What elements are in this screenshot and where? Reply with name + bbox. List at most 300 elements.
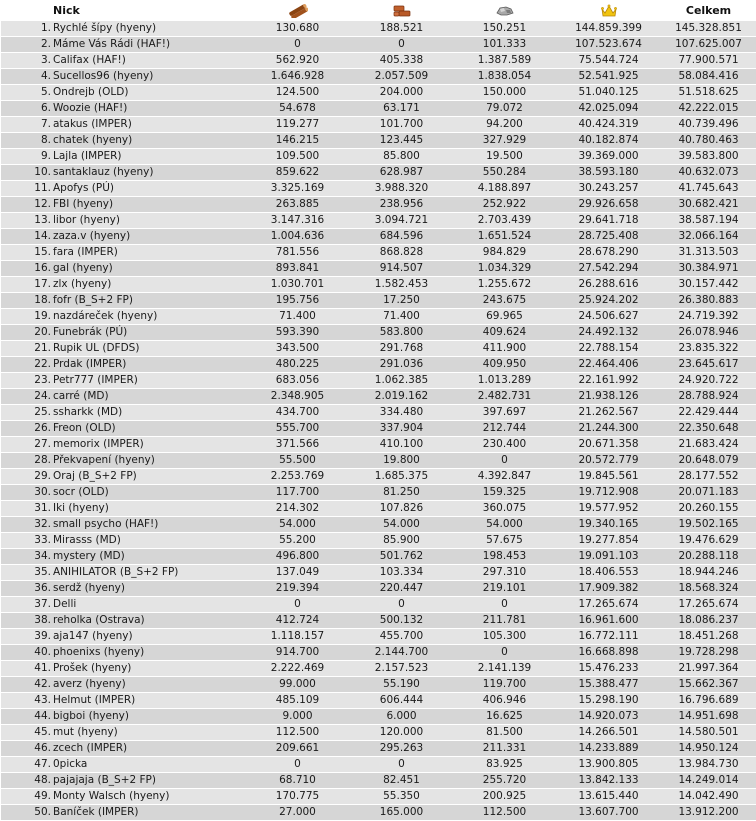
brick-cell: 107.826	[350, 501, 453, 517]
gold-cell: 16.668.898	[556, 645, 661, 661]
brick-cell: 55.350	[350, 789, 453, 805]
iron-cell: 69.965	[453, 309, 556, 325]
gold-column-header[interactable]	[556, 0, 661, 21]
total-cell: 107.625.007	[661, 37, 756, 53]
brick-cell: 914.507	[350, 261, 453, 277]
brick-cell: 101.700	[350, 117, 453, 133]
nick-cell[interactable]: Sucellos96 (hyeny)	[53, 69, 245, 85]
wood-cell: 54.000	[245, 517, 350, 533]
rank-cell: 34.	[1, 549, 53, 565]
nick-cell[interactable]: phoenixs (hyeny)	[53, 645, 245, 661]
rank-cell: 10.	[1, 165, 53, 181]
nick-cell[interactable]: Helmut (IMPER)	[53, 693, 245, 709]
brick-cell: 2.144.700	[350, 645, 453, 661]
rank-cell: 20.	[1, 325, 53, 341]
wood-cell: 209.661	[245, 741, 350, 757]
nick-cell[interactable]: small psycho (HAF!)	[53, 517, 245, 533]
total-cell: 21.683.424	[661, 437, 756, 453]
wood-cell: 137.049	[245, 565, 350, 581]
table-row	[1, 309, 756, 325]
wood-cell: 130.680	[245, 21, 350, 37]
iron-cell: 159.325	[453, 485, 556, 501]
nick-column-header[interactable]: Nick	[53, 4, 80, 17]
gold-cell: 26.288.616	[556, 277, 661, 293]
brick-cell: 295.263	[350, 741, 453, 757]
wood-cell: 593.390	[245, 325, 350, 341]
iron-cell: 1.255.672	[453, 277, 556, 293]
iron-cell: 243.675	[453, 293, 556, 309]
rank-cell: 15.	[1, 245, 53, 261]
brick-cell: 165.000	[350, 805, 453, 821]
total-cell: 14.042.490	[661, 789, 756, 805]
table-row	[1, 133, 756, 149]
gold-cell: 21.244.300	[556, 421, 661, 437]
nick-cell[interactable]: zaza.v (hyeny)	[53, 229, 245, 245]
nick-cell[interactable]: socr (OLD)	[53, 485, 245, 501]
total-cell: 28.788.924	[661, 389, 756, 405]
gold-cell: 13.607.700	[556, 805, 661, 821]
iron-cell: 397.697	[453, 405, 556, 421]
wood-cell: 2.222.469	[245, 661, 350, 677]
nick-cell[interactable]: bigboi (hyeny)	[53, 709, 245, 725]
gold-cell: 21.262.567	[556, 405, 661, 421]
table-row	[1, 501, 756, 517]
total-cell: 19.476.629	[661, 533, 756, 549]
brick-cell: 82.451	[350, 773, 453, 789]
gold-cell: 20.671.358	[556, 437, 661, 453]
iron-cell: 2.703.439	[453, 213, 556, 229]
wood-cell: 146.215	[245, 133, 350, 149]
nick-cell[interactable]: Petr777 (IMPER)	[53, 373, 245, 389]
brick-cell: 85.900	[350, 533, 453, 549]
total-cell: 18.451.268	[661, 629, 756, 645]
iron-cell: 200.925	[453, 789, 556, 805]
nick-cell[interactable]: Woozie (HAF!)	[53, 101, 245, 117]
gold-cell: 40.424.319	[556, 117, 661, 133]
table-row	[1, 229, 756, 245]
brick-cell: 17.250	[350, 293, 453, 309]
table-row	[1, 725, 756, 741]
gold-cell: 28.725.408	[556, 229, 661, 245]
brick-cell: 337.904	[350, 421, 453, 437]
nick-cell[interactable]: Funebrák (PÚ)	[53, 325, 245, 341]
nick-cell[interactable]: Califax (HAF!)	[53, 53, 245, 69]
wood-icon	[288, 4, 308, 18]
wood-cell: 1.004.636	[245, 229, 350, 245]
brick-cell: 188.521	[350, 21, 453, 37]
nick-cell[interactable]: Oraj (B_S+2 FP)	[53, 469, 245, 485]
table-row	[1, 197, 756, 213]
rank-cell: 48.	[1, 773, 53, 789]
nick-cell[interactable]: serdž (hyeny)	[53, 581, 245, 597]
iron-cell: 1.387.589	[453, 53, 556, 69]
nick-cell[interactable]: gal (hyeny)	[53, 261, 245, 277]
gold-cell: 19.277.854	[556, 533, 661, 549]
brick-cell: 1.582.453	[350, 277, 453, 293]
rank-cell: 32.	[1, 517, 53, 533]
total-cell: 24.920.722	[661, 373, 756, 389]
table-row	[1, 533, 756, 549]
nick-cell[interactable]: ANIHILATOR (B_S+2 FP)	[53, 565, 245, 581]
rank-cell: 6.	[1, 101, 53, 117]
wood-cell: 219.394	[245, 581, 350, 597]
gold-cell: 19.845.561	[556, 469, 661, 485]
gold-cell: 18.406.553	[556, 565, 661, 581]
nick-cell[interactable]: averz (hyeny)	[53, 677, 245, 693]
rank-cell: 40.	[1, 645, 53, 661]
iron-cell: 105.300	[453, 629, 556, 645]
gold-cell: 24.492.132	[556, 325, 661, 341]
brick-cell: 238.956	[350, 197, 453, 213]
nick-cell[interactable]: memorix (IMPER)	[53, 437, 245, 453]
brick-cell: 71.400	[350, 309, 453, 325]
nick-cell[interactable]: mystery (MD)	[53, 549, 245, 565]
table-row	[1, 181, 756, 197]
brick-cell: 405.338	[350, 53, 453, 69]
wood-cell: 109.500	[245, 149, 350, 165]
nick-cell[interactable]: Mirasss (MD)	[53, 533, 245, 549]
rank-cell: 38.	[1, 613, 53, 629]
total-cell: 28.177.552	[661, 469, 756, 485]
table-row	[1, 341, 756, 357]
table-row	[1, 789, 756, 805]
table-body	[1, 21, 756, 821]
nick-cell[interactable]: fofr (B_S+2 FP)	[53, 293, 245, 309]
nick-cell[interactable]: fara (IMPER)	[53, 245, 245, 261]
brick-cell: 220.447	[350, 581, 453, 597]
table-row	[1, 325, 756, 341]
iron-column-header[interactable]	[453, 0, 556, 21]
table-header	[1, 0, 756, 21]
gold-cell: 30.243.257	[556, 181, 661, 197]
table-row	[1, 117, 756, 133]
table-row	[1, 21, 756, 37]
table-row	[1, 245, 756, 261]
table-row	[1, 53, 756, 69]
brick-column-header[interactable]	[350, 0, 453, 21]
iron-cell: 297.310	[453, 565, 556, 581]
gold-cell: 24.506.627	[556, 309, 661, 325]
brick-cell: 19.800	[350, 453, 453, 469]
table-row	[1, 373, 756, 389]
iron-cell: 198.453	[453, 549, 556, 565]
iron-cell: 1.013.289	[453, 373, 556, 389]
wood-cell: 195.756	[245, 293, 350, 309]
wood-cell: 112.500	[245, 725, 350, 741]
iron-cell: 212.744	[453, 421, 556, 437]
rank-cell: 28.	[1, 453, 53, 469]
nick-cell[interactable]: Prdak (IMPER)	[53, 357, 245, 373]
total-cell: 42.222.015	[661, 101, 756, 117]
rank-cell: 30.	[1, 485, 53, 501]
nick-cell[interactable]: libor (hyeny)	[53, 213, 245, 229]
gold-cell: 15.476.233	[556, 661, 661, 677]
table-row	[1, 773, 756, 789]
rank-cell: 27.	[1, 437, 53, 453]
iron-cell: 119.700	[453, 677, 556, 693]
wood-cell: 0	[245, 597, 350, 613]
iron-cell: 984.829	[453, 245, 556, 261]
nick-cell[interactable]: Máme Vás Rádi (HAF!)	[53, 37, 245, 53]
iron-cell: 550.284	[453, 165, 556, 181]
iron-cell: 0	[453, 453, 556, 469]
nick-cell[interactable]: 0picka	[53, 757, 245, 773]
nick-cell[interactable]: Prošek (hyeny)	[53, 661, 245, 677]
brick-cell: 0	[350, 37, 453, 53]
rank-cell: 42.	[1, 677, 53, 693]
nick-cell[interactable]: atakus (IMPER)	[53, 117, 245, 133]
gold-cell: 17.909.382	[556, 581, 661, 597]
nick-cell[interactable]: Rupik UL (DFDS)	[53, 341, 245, 357]
iron-cell: 2.482.731	[453, 389, 556, 405]
rank-cell: 3.	[1, 53, 53, 69]
total-cell: 40.739.496	[661, 117, 756, 133]
rank-cell: 13.	[1, 213, 53, 229]
total-column-header[interactable]: Celkem	[661, 0, 756, 21]
total-cell: 20.071.183	[661, 485, 756, 501]
wood-cell: 859.622	[245, 165, 350, 181]
table-row	[1, 357, 756, 373]
table-row	[1, 549, 756, 565]
iron-cell: 83.925	[453, 757, 556, 773]
wood-cell: 99.000	[245, 677, 350, 693]
wood-cell: 119.277	[245, 117, 350, 133]
wood-column-header[interactable]	[245, 0, 350, 21]
iron-cell: 79.072	[453, 101, 556, 117]
rank-cell: 9.	[1, 149, 53, 165]
wood-cell: 0	[245, 37, 350, 53]
brick-cell: 0	[350, 597, 453, 613]
brick-cell: 81.250	[350, 485, 453, 501]
iron-cell: 409.950	[453, 357, 556, 373]
total-cell: 30.682.421	[661, 197, 756, 213]
table-row	[1, 277, 756, 293]
total-cell: 14.580.501	[661, 725, 756, 741]
table-row	[1, 389, 756, 405]
gold-cell: 19.091.103	[556, 549, 661, 565]
table-row	[1, 405, 756, 421]
total-cell: 21.997.364	[661, 661, 756, 677]
table-row	[1, 261, 756, 277]
nick-cell[interactable]: Rychlé šípy (hyeny)	[53, 21, 245, 37]
wood-cell: 170.775	[245, 789, 350, 805]
rank-cell: 44.	[1, 709, 53, 725]
iron-cell: 54.000	[453, 517, 556, 533]
iron-cell: 211.781	[453, 613, 556, 629]
iron-cell: 57.675	[453, 533, 556, 549]
rank-cell: 18.	[1, 293, 53, 309]
rank-cell: 25.	[1, 405, 53, 421]
table-row	[1, 485, 756, 501]
brick-cell: 501.762	[350, 549, 453, 565]
nick-cell[interactable]: Překvapení (hyeny)	[53, 453, 245, 469]
gold-cell: 52.541.925	[556, 69, 661, 85]
table-row	[1, 661, 756, 677]
nick-cell[interactable]: Delli	[53, 597, 245, 613]
total-cell: 30.157.442	[661, 277, 756, 293]
nick-cell[interactable]: Apofys (PÚ)	[53, 181, 245, 197]
nick-cell[interactable]: chatek (hyeny)	[53, 133, 245, 149]
iron-cell: 211.331	[453, 741, 556, 757]
nick-cell[interactable]: aja147 (hyeny)	[53, 629, 245, 645]
brick-cell: 0	[350, 757, 453, 773]
gold-cell: 14.266.501	[556, 725, 661, 741]
total-cell: 18.086.237	[661, 613, 756, 629]
wood-cell: 781.556	[245, 245, 350, 261]
total-cell: 58.084.416	[661, 69, 756, 85]
wood-cell: 343.500	[245, 341, 350, 357]
wood-cell: 27.000	[245, 805, 350, 821]
rank-cell: 7.	[1, 117, 53, 133]
wood-cell: 412.724	[245, 613, 350, 629]
brick-cell: 2.057.509	[350, 69, 453, 85]
table-row	[1, 437, 756, 453]
ranking-table	[1, 0, 756, 821]
brick-cell: 6.000	[350, 709, 453, 725]
nick-cell[interactable]: FBI (hyeny)	[53, 197, 245, 213]
nick-cell[interactable]: nazdáreček (hyeny)	[53, 309, 245, 325]
wood-cell: 263.885	[245, 197, 350, 213]
gold-cell: 107.523.674	[556, 37, 661, 53]
gold-cell: 16.772.111	[556, 629, 661, 645]
total-cell: 77.900.571	[661, 53, 756, 69]
total-cell: 18.944.246	[661, 565, 756, 581]
wood-cell: 914.700	[245, 645, 350, 661]
wood-cell: 480.225	[245, 357, 350, 373]
brick-cell: 868.828	[350, 245, 453, 261]
total-cell: 24.719.392	[661, 309, 756, 325]
brick-cell: 291.768	[350, 341, 453, 357]
iron-cell: 0	[453, 597, 556, 613]
wood-cell: 124.500	[245, 85, 350, 101]
table-row	[1, 293, 756, 309]
iron-cell: 112.500	[453, 805, 556, 821]
brick-cell: 55.190	[350, 677, 453, 693]
wood-cell: 55.200	[245, 533, 350, 549]
total-cell: 19.502.165	[661, 517, 756, 533]
rank-cell: 47.	[1, 757, 53, 773]
gold-cell: 39.369.000	[556, 149, 661, 165]
total-cell: 13.912.200	[661, 805, 756, 821]
iron-cell: 1.651.524	[453, 229, 556, 245]
total-cell: 23.835.322	[661, 341, 756, 357]
rank-cell: 1.	[1, 21, 53, 37]
brick-cell: 85.800	[350, 149, 453, 165]
iron-cell: 1.034.329	[453, 261, 556, 277]
nick-cell[interactable]: Iki (hyeny)	[53, 501, 245, 517]
total-cell: 14.950.124	[661, 741, 756, 757]
gold-cell: 51.040.125	[556, 85, 661, 101]
gold-cell: 19.340.165	[556, 517, 661, 533]
gold-cell: 15.388.477	[556, 677, 661, 693]
nick-cell[interactable]: Monty Walsch (hyeny)	[53, 789, 245, 805]
rank-cell: 29.	[1, 469, 53, 485]
brick-cell: 204.000	[350, 85, 453, 101]
iron-cell: 101.333	[453, 37, 556, 53]
total-cell: 38.587.194	[661, 213, 756, 229]
wood-cell: 9.000	[245, 709, 350, 725]
nick-cell[interactable]: santaklauz (hyeny)	[53, 165, 245, 181]
wood-cell: 555.700	[245, 421, 350, 437]
nick-cell[interactable]: Baníček (IMPER)	[53, 805, 245, 821]
brick-cell: 334.480	[350, 405, 453, 421]
nick-cell[interactable]: Freon (OLD)	[53, 421, 245, 437]
rank-cell: 45.	[1, 725, 53, 741]
brick-cell: 2.019.162	[350, 389, 453, 405]
brick-cell: 3.094.721	[350, 213, 453, 229]
nick-cell[interactable]: carré (MD)	[53, 389, 245, 405]
brick-cell: 3.988.320	[350, 181, 453, 197]
rank-cell: 43.	[1, 693, 53, 709]
gold-cell: 15.298.190	[556, 693, 661, 709]
total-cell: 22.350.648	[661, 421, 756, 437]
gold-cell: 22.161.992	[556, 373, 661, 389]
rank-cell: 26.	[1, 421, 53, 437]
table-row	[1, 693, 756, 709]
table-row	[1, 565, 756, 581]
rank-cell: 17.	[1, 277, 53, 293]
rank-cell: 2.	[1, 37, 53, 53]
table-row	[1, 85, 756, 101]
nick-cell[interactable]: mut (hyeny)	[53, 725, 245, 741]
nick-cell[interactable]: ssharkk (MD)	[53, 405, 245, 421]
iron-cell: 1.838.054	[453, 69, 556, 85]
total-cell: 22.429.444	[661, 405, 756, 421]
nick-cell[interactable]: zlx (hyeny)	[53, 277, 245, 293]
gold-cell: 13.900.805	[556, 757, 661, 773]
brick-cell: 628.987	[350, 165, 453, 181]
brick-cell: 1.685.375	[350, 469, 453, 485]
wood-cell: 2.348.905	[245, 389, 350, 405]
wood-cell: 496.800	[245, 549, 350, 565]
nick-cell[interactable]: pajajaja (B_S+2 FP)	[53, 773, 245, 789]
total-cell: 18.568.324	[661, 581, 756, 597]
rank-cell: 33.	[1, 533, 53, 549]
table-row	[1, 805, 756, 821]
rank-cell: 12.	[1, 197, 53, 213]
wood-cell: 3.147.316	[245, 213, 350, 229]
iron-cell: 81.500	[453, 725, 556, 741]
table-row	[1, 645, 756, 661]
table-row	[1, 677, 756, 693]
table-row	[1, 581, 756, 597]
total-cell: 145.328.851	[661, 21, 756, 37]
nick-cell[interactable]: reholka (Ostrava)	[53, 613, 245, 629]
wood-cell: 54.678	[245, 101, 350, 117]
iron-cell: 360.075	[453, 501, 556, 517]
gold-cell: 17.265.674	[556, 597, 661, 613]
iron-cell: 150.000	[453, 85, 556, 101]
brick-cell: 455.700	[350, 629, 453, 645]
wood-cell: 68.710	[245, 773, 350, 789]
brick-cell: 63.171	[350, 101, 453, 117]
brick-cell: 2.157.523	[350, 661, 453, 677]
wood-cell: 55.500	[245, 453, 350, 469]
brick-cell: 1.062.385	[350, 373, 453, 389]
table-row	[1, 213, 756, 229]
nick-cell[interactable]: Ondrejb (OLD)	[53, 85, 245, 101]
nick-cell[interactable]: zcech (IMPER)	[53, 741, 245, 757]
total-cell: 40.780.463	[661, 133, 756, 149]
rank-cell: 50.	[1, 805, 53, 821]
table-row	[1, 597, 756, 613]
nick-cell[interactable]: Lajla (IMPER)	[53, 149, 245, 165]
brick-cell: 103.334	[350, 565, 453, 581]
table-row	[1, 629, 756, 645]
wood-cell: 485.109	[245, 693, 350, 709]
gold-cell: 22.464.406	[556, 357, 661, 373]
brick-cell: 500.132	[350, 613, 453, 629]
